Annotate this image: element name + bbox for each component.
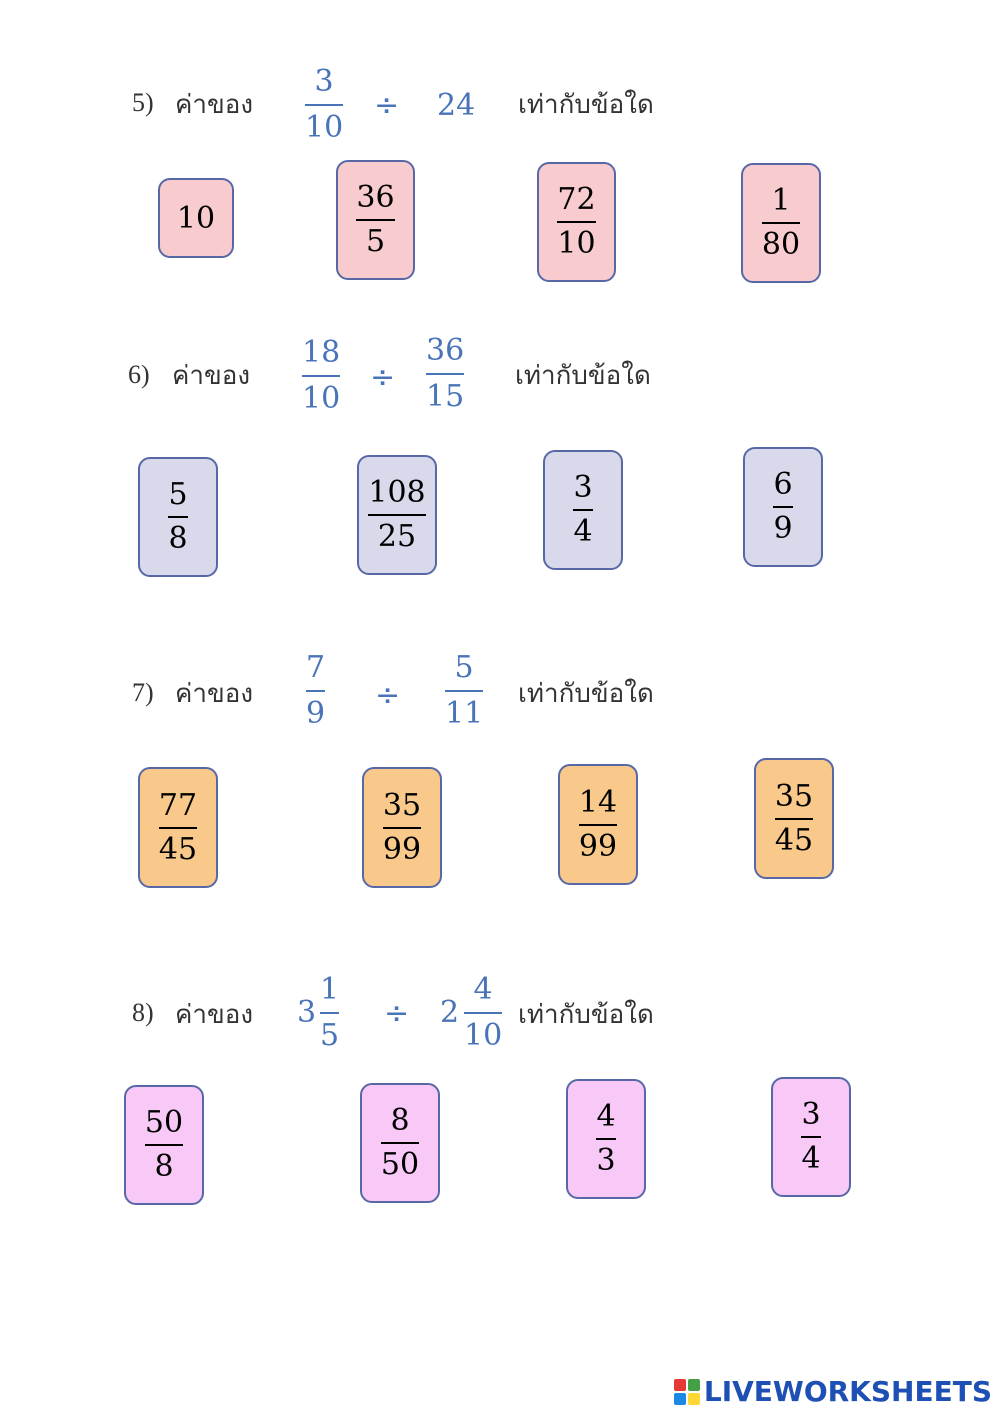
question-prefix: ค่าของ [175, 90, 254, 120]
fraction-bar [596, 1138, 615, 1140]
denominator: 10 [557, 226, 596, 261]
denominator: 8 [154, 1149, 174, 1184]
left-operand-fraction [305, 62, 343, 148]
answer-choice-4[interactable] [771, 1077, 851, 1197]
left-operand-fraction [306, 648, 325, 734]
choice-fraction [368, 474, 425, 556]
choice-fraction [383, 787, 421, 869]
choice-fraction [762, 182, 800, 264]
denominator: 50 [380, 1147, 420, 1182]
fraction-bar [306, 690, 325, 692]
answer-choice-4[interactable] [741, 163, 821, 283]
question-suffix: เท่ากับข้อใด [518, 1000, 654, 1030]
denominator: 10 [305, 110, 344, 145]
left-mixed-whole: 3 [297, 995, 317, 1030]
fraction-bar [159, 827, 197, 829]
numerator: 72 [557, 182, 596, 217]
numerator: 3 [801, 1097, 821, 1132]
numerator: 4 [473, 972, 493, 1007]
numerator: 5 [454, 650, 474, 685]
choice-fraction [775, 778, 813, 860]
fraction-bar [145, 1144, 183, 1146]
numerator: 7 [306, 650, 326, 685]
answer-choice-1[interactable] [158, 178, 234, 258]
choice-fraction [381, 1102, 419, 1184]
answer-choice-2[interactable] [360, 1083, 440, 1203]
answer-choice-1[interactable] [138, 767, 218, 888]
numerator: 1 [320, 972, 340, 1007]
choice-fraction [596, 1098, 615, 1180]
choice-fraction [168, 476, 187, 558]
liveworksheets-logo [674, 1375, 992, 1408]
denominator: 5 [320, 1018, 340, 1053]
numerator: 14 [578, 784, 618, 820]
denominator: 4 [573, 514, 593, 549]
right-operand-fraction [445, 648, 483, 734]
fraction-bar [302, 375, 340, 377]
numerator: 6 [773, 467, 793, 502]
fraction-bar [557, 221, 595, 223]
question-suffix: เท่ากับข้อใด [518, 679, 654, 709]
question-prefix: ค่าของ [175, 679, 254, 709]
choice-fraction [801, 1096, 820, 1178]
fraction-bar [775, 818, 813, 820]
choice-fraction [773, 466, 792, 548]
right-mixed-fraction [464, 970, 502, 1056]
numerator: 36 [426, 333, 465, 368]
logo-text: LIVEWORKSHEETS [703, 1375, 992, 1408]
denominator: 4 [801, 1141, 821, 1176]
answer-choice-4[interactable] [743, 447, 823, 567]
fraction-bar [464, 1012, 502, 1014]
question-number: 7) [132, 678, 154, 707]
fraction-bar [368, 514, 425, 516]
answer-choice-1[interactable] [138, 457, 218, 577]
fraction-bar [383, 827, 421, 829]
question-number: 5) [132, 88, 154, 117]
fraction-bar [579, 824, 617, 826]
numerator: 4 [596, 1099, 616, 1134]
denominator: 10 [302, 381, 341, 416]
choice-fraction [159, 787, 197, 869]
denominator: 3 [596, 1143, 616, 1178]
numerator: 1 [771, 183, 791, 218]
answer-choice-2[interactable] [357, 455, 437, 575]
fraction-bar [168, 516, 187, 518]
choice-value: 10 [176, 200, 216, 236]
question-suffix: เท่ากับข้อใด [518, 90, 654, 120]
choice-fraction [579, 784, 617, 866]
fraction-bar [445, 690, 483, 692]
denominator: 9 [773, 511, 793, 546]
numerator: 35 [382, 787, 422, 823]
denominator: 8 [168, 521, 188, 556]
numerator: 36 [356, 180, 395, 215]
right-mixed-whole: 2 [440, 995, 460, 1030]
answer-choice-1[interactable] [124, 1085, 204, 1205]
denominator: 11 [445, 696, 484, 731]
liveworksheets-logo-icon [674, 1379, 700, 1405]
divide-operator: ÷ [374, 88, 400, 123]
fraction-bar [305, 104, 343, 106]
choice-fraction [356, 179, 394, 261]
numerator: 18 [302, 335, 341, 370]
question-number: 8) [132, 998, 154, 1027]
denominator: 80 [761, 227, 801, 262]
answer-choice-3[interactable] [558, 764, 638, 885]
denominator: 5 [365, 224, 386, 259]
fraction-bar [356, 219, 394, 221]
left-operand-fraction [302, 333, 340, 419]
fraction-bar [773, 506, 792, 508]
numerator: 3 [314, 64, 334, 99]
answer-choice-3[interactable] [537, 162, 616, 282]
right-operand-fraction [426, 331, 464, 417]
numerator: 8 [390, 1103, 410, 1138]
answer-choice-3[interactable] [566, 1079, 646, 1199]
question-prefix: ค่าของ [175, 1000, 254, 1030]
divide-operator: ÷ [384, 996, 410, 1031]
numerator: 3 [573, 470, 593, 505]
question-suffix: เท่ากับข้อใด [515, 361, 651, 391]
divide-operator: ÷ [375, 678, 401, 713]
choice-fraction [145, 1104, 183, 1186]
right-operand-whole: 24 [437, 88, 476, 123]
fraction-bar [426, 373, 464, 375]
denominator: 9 [306, 696, 326, 731]
denominator: 15 [426, 379, 465, 414]
answer-choice-4[interactable] [754, 758, 834, 879]
numerator: 35 [774, 778, 814, 814]
numerator: 77 [158, 787, 198, 823]
left-mixed-fraction [320, 970, 339, 1056]
denominator: 10 [464, 1018, 503, 1053]
fraction-bar [381, 1142, 419, 1144]
fraction-bar [801, 1136, 820, 1138]
denominator: 99 [382, 831, 422, 867]
answer-choice-2[interactable] [362, 767, 442, 888]
answer-choice-3[interactable] [543, 450, 623, 570]
fraction-bar [762, 222, 800, 224]
denominator: 99 [578, 828, 618, 864]
fraction-bar [573, 509, 592, 511]
numerator: 5 [168, 477, 188, 512]
denominator: 45 [158, 831, 198, 867]
choice-fraction [557, 181, 595, 263]
question-prefix: ค่าของ [172, 361, 251, 391]
fraction-bar [320, 1012, 339, 1014]
choice-fraction [573, 469, 592, 551]
denominator: 25 [377, 519, 417, 554]
answer-choice-2[interactable] [336, 160, 415, 280]
denominator: 45 [774, 822, 814, 858]
numerator: 50 [144, 1105, 184, 1140]
numerator: 108 [368, 475, 426, 510]
divide-operator: ÷ [370, 360, 396, 395]
question-number: 6) [128, 360, 150, 389]
